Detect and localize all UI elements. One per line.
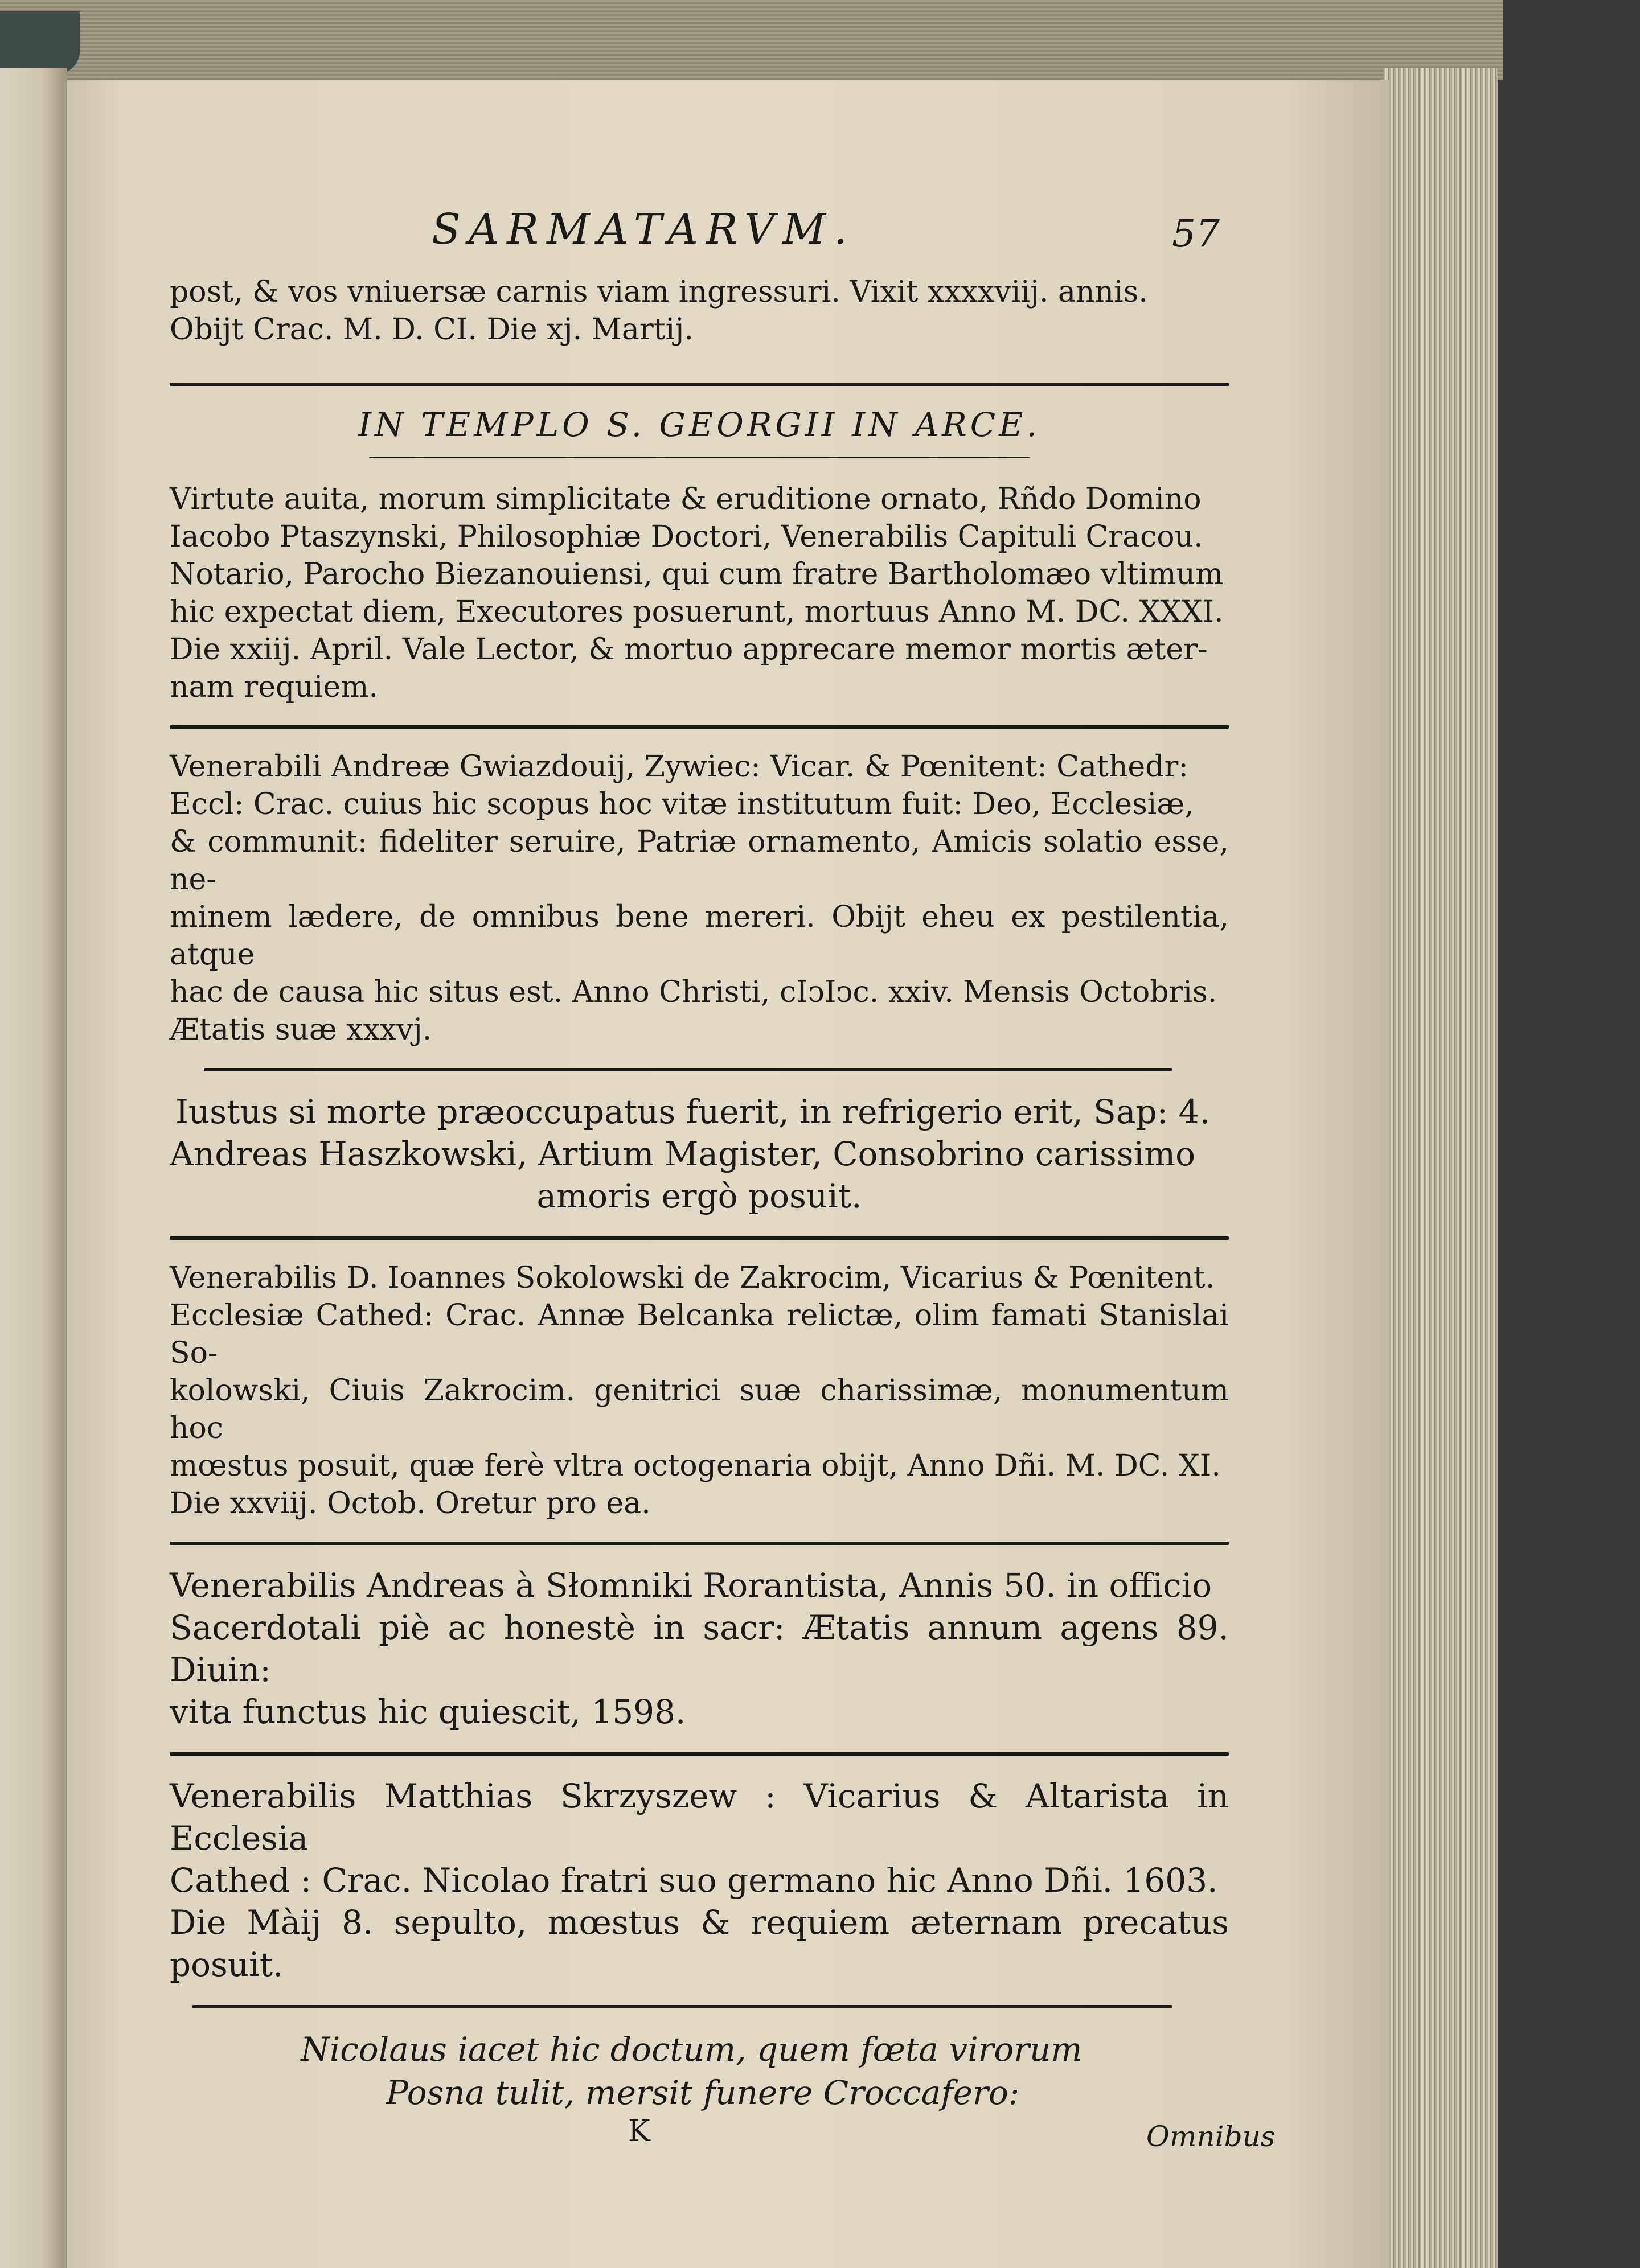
text-line: mœstus posuit, quæ ferè vltra octogenaria obijt, Anno Dñi. M. DC. XI. xyxy=(170,1449,1221,1483)
book-top-edge xyxy=(0,0,1503,80)
running-head xyxy=(170,205,1229,273)
page-stack-edge xyxy=(1384,68,1498,2268)
text-line: Sacerdotali piè ac honestè in sacr: Ætatis annum agens 89. Diuin: xyxy=(170,1608,1229,1689)
book-page xyxy=(68,80,1389,2268)
text-line: hic expectat diem, Executores posuerunt, mortuus Anno M. DC. XXXI. xyxy=(170,595,1224,629)
text-line: vita functus hic quiescit, 1598. xyxy=(170,1692,686,1731)
text-line: Venerabilis Andreas à Słomniki Rorantista, Annis 50. in officio xyxy=(170,1566,1212,1605)
epitaph-slomniki xyxy=(170,1564,1229,1733)
signature-mark: K xyxy=(628,2114,650,2148)
page-number: 57 xyxy=(1172,212,1220,256)
section-rule xyxy=(170,725,1229,729)
section-rule xyxy=(170,1542,1229,1545)
text-line: Ætatis suæ xxxvj. xyxy=(170,1013,432,1047)
text-line: amoris ergò posuit. xyxy=(536,1177,862,1215)
text-line: Venerabili Andreæ Gwiazdouij, Zywiec: Vicar. & Pœnitent: Cathedr: xyxy=(170,750,1188,784)
text-line: Virtute auita, morum simplicitate & eruditione ornato, Rñdo Domino xyxy=(170,482,1202,516)
heading-rule xyxy=(369,457,1030,458)
epitaph-haszkowski xyxy=(170,1091,1229,1217)
running-title: SARMATARVM. xyxy=(432,205,855,254)
text-line: minem lædere, de omnibus bene mereri. Obijt eheu ex pestilentia, atque xyxy=(170,900,1229,972)
text-line: Iustus si morte præoccupatus fuerit, in refrigerio erit, Sap: 4. xyxy=(175,1092,1210,1131)
catchword: Omnibus xyxy=(1146,2120,1276,2153)
text-line: kolowski, Ciuis Zakrocim. genitrici suæ charissimæ, monumentum hoc xyxy=(170,1374,1229,1445)
binding-corner xyxy=(0,11,80,74)
text-line: Obijt Crac. M. D. CI. Die xj. Martij. xyxy=(170,313,694,347)
epitaph-sokolowski xyxy=(170,1259,1229,1522)
verse-line: Nicolaus iacet hic doctum, quem fœta virorum xyxy=(301,2030,1083,2069)
page-content xyxy=(170,205,1276,2154)
epitaph-ptaszynski xyxy=(170,480,1229,706)
section-rule xyxy=(170,383,1229,386)
text-line: Venerabilis D. Ioannes Sokolowski de Zakrocim, Vicarius & Pœnitent. xyxy=(170,1261,1215,1295)
text-line: post, & vos vniuersæ carnis viam ingressuri. Vixit xxxxviij. annis. xyxy=(170,275,1148,309)
section-rule xyxy=(192,2005,1172,2008)
text-line: Eccl: Crac. cuius hic scopus hoc vitæ institutum fuit: Deo, Ecclesiæ, xyxy=(170,787,1194,821)
text-line: Cathed : Crac. Nicolao fratri suo germano hic Anno Dñi. 1603. xyxy=(170,1861,1218,1900)
page-footer xyxy=(170,2114,1276,2154)
text-line: Die Màij 8. sepulto, mœstus & requiem æternam precatus posuit. xyxy=(170,1903,1229,1984)
section-heading: IN TEMPLO S. GEORGII IN ARCE. xyxy=(358,405,1040,444)
epitaph-skrzyszew xyxy=(170,1775,1229,1986)
section-rule xyxy=(170,1752,1229,1756)
section-rule xyxy=(204,1068,1172,1071)
verse-line: Posna tulit, mersit funere Croccafero: xyxy=(386,2073,1020,2112)
section-rule xyxy=(170,1236,1229,1240)
verse-epitaph xyxy=(170,2028,1229,2114)
epitaph-gwiazdowski xyxy=(170,748,1229,1049)
epitaph-continuation xyxy=(170,273,1229,348)
text-line: Iacobo Ptaszynski, Philosophiæ Doctori, Venerabilis Capituli Cracou. xyxy=(170,520,1203,554)
text-line: & communit: fideliter seruire, Patriæ ornamento, Amicis solatio esse, ne- xyxy=(170,825,1229,897)
text-line: hac de causa hic situs est. Anno Christi, cIↄIↄc. xxiv. Mensis Octobris. xyxy=(170,975,1217,1009)
text-line: Die xxviij. Octob. Oretur pro ea. xyxy=(170,1486,651,1521)
text-line: Die xxiij. April. Vale Lector, & mortuo apprecare memor mortis æter- xyxy=(170,632,1208,667)
text-line: Venerabilis Matthias Skrzyszew : Vicarius & Altarista in Ecclesia xyxy=(170,1777,1229,1858)
text-line: Andreas Haszkowski, Artium Magister, Consobrino carissimo xyxy=(170,1135,1196,1173)
left-page-edge xyxy=(0,68,67,2268)
text-line: Notario, Parocho Biezanouiensi, qui cum fratre Bartholomæo vltimum xyxy=(170,557,1224,591)
text-line: nam requiem. xyxy=(170,670,378,704)
text-line: Ecclesiæ Cathed: Crac. Annæ Belcanka relictæ, olim famati Stanislai So- xyxy=(170,1299,1229,1370)
